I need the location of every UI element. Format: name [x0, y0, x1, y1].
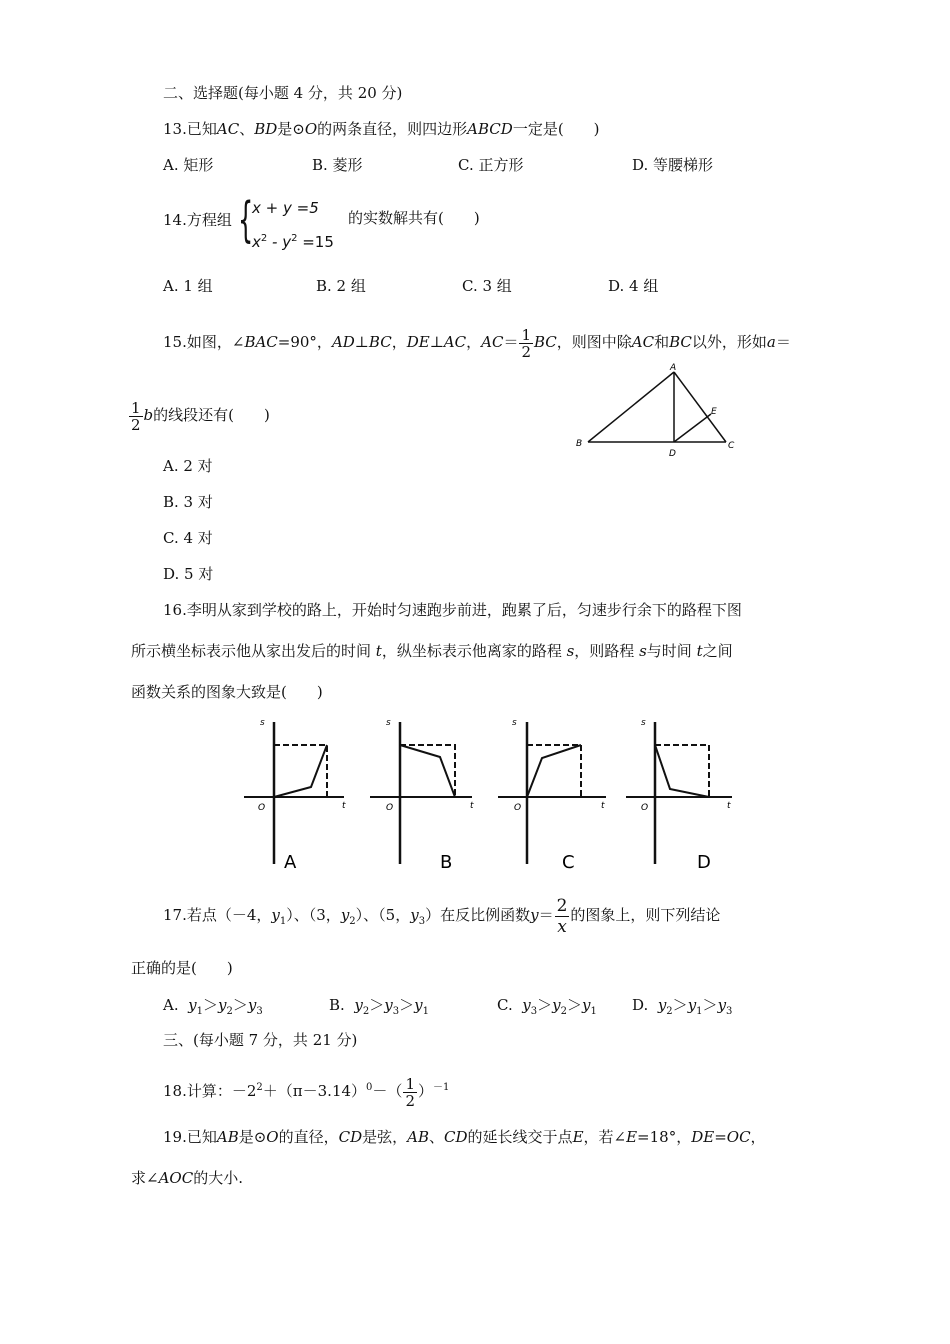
q19-comma: ，	[750, 1128, 766, 1146]
q15-frac-d: 2	[521, 342, 531, 361]
q17-od-s1: 2	[666, 1006, 673, 1017]
q17-oa-gt1: ＞	[203, 996, 219, 1014]
q15-eq2: ＝	[775, 333, 791, 351]
q17-opt-a-label: A.	[163, 996, 179, 1014]
q15-bac: BAC	[244, 333, 278, 351]
q14-brace: {	[238, 192, 254, 248]
graph-d-t: t	[727, 801, 731, 811]
q17-oa-y1: y	[188, 996, 197, 1014]
q15-comma1: ，	[391, 333, 407, 351]
q16-text-e: 之间	[702, 642, 733, 660]
q15-option-a: A. 2 对	[163, 457, 213, 475]
q17-sub3: 3	[418, 916, 426, 927]
q13-text-c: 的两条直径，则四边形	[317, 120, 468, 138]
q15-bc2: BC	[534, 333, 557, 351]
q13-number: 13.	[163, 120, 187, 138]
q17-oa-s1: 1	[196, 1006, 204, 1017]
label-e: E	[711, 407, 717, 417]
label-b: B	[576, 439, 583, 449]
q19-text-e: 的延长线交于点	[467, 1128, 573, 1146]
q15-ac2: AC	[481, 333, 504, 351]
q17-ob-y1: y	[354, 996, 363, 1014]
q17-y2: y	[340, 906, 350, 924]
q13-option-a: A. 矩形	[163, 156, 214, 174]
graph-c-s: s	[512, 718, 517, 728]
q17-ob-y3: y	[414, 996, 423, 1014]
q17-option-b	[329, 995, 429, 1022]
q18-text-c: －（	[372, 1082, 403, 1100]
q17-frac-n: 2	[556, 895, 568, 916]
question-15-line2	[128, 395, 270, 435]
q17-ob-s2: 3	[392, 1006, 400, 1017]
q16-s2: s	[639, 642, 647, 660]
q17-od-s3: 3	[726, 1006, 733, 1017]
label-c: C	[728, 441, 735, 451]
graph-a-label: A	[284, 852, 297, 873]
q18-frac-n: 1	[405, 1074, 415, 1093]
q14-eq2-sup2: 2	[291, 233, 298, 244]
graph-a-t: t	[342, 801, 346, 811]
section-title-choice: 二、选择题(每小题 4 分，共 20 分)	[163, 84, 403, 102]
q17-opt-c-label: C.	[497, 996, 513, 1014]
q14-option-b: B. 2 组	[316, 277, 366, 295]
q17-oa-s3: 3	[256, 1006, 263, 1017]
question-16-line3: 函数关系的图象大致是( )	[131, 683, 323, 701]
graph-d	[626, 718, 732, 873]
q14-option-d: D. 4 组	[608, 277, 659, 295]
q14-eq2-x: x	[252, 233, 261, 251]
q15-text-b: =90°，	[277, 333, 332, 351]
q13-sep: 、	[239, 120, 255, 138]
q15-perp1: ⊥	[354, 333, 369, 351]
q15-and: 和	[654, 333, 670, 351]
graph-c	[498, 718, 606, 873]
q18-supm1: －1	[433, 1082, 450, 1093]
q16-t1: t	[375, 642, 382, 660]
q17-oc-s2: 2	[560, 1006, 567, 1017]
q14-eq2-end: =15	[297, 233, 334, 251]
q14-number: 14.	[163, 211, 187, 229]
q17-oc-s3: 1	[590, 1006, 597, 1017]
q13-o: O	[304, 120, 318, 138]
q18-fraction	[403, 1076, 417, 1109]
q17-text-d: ）在反比例函数	[425, 906, 531, 924]
q17-od-s2: 1	[696, 1006, 703, 1017]
question-17-line1	[163, 893, 720, 944]
q17-text-e: 的图象上，则下列结论	[570, 906, 721, 924]
graph-a-s: s	[260, 718, 265, 728]
q18-frac-d: 2	[405, 1091, 415, 1110]
q15-eq: ＝	[503, 333, 519, 351]
q19-de: DE	[691, 1128, 715, 1146]
q14-option-a: A. 1 组	[163, 277, 213, 295]
graph-b-s: s	[386, 718, 391, 728]
q16-text-b: ，纵坐标表示他离家的路程	[381, 642, 567, 660]
q15-option-b: B. 3 对	[163, 493, 213, 511]
q14-eq2-sup1: 2	[260, 233, 268, 244]
q17-fraction	[555, 896, 570, 937]
q17-text-c: ）、（5，	[355, 906, 411, 924]
q13-bd: BD	[254, 120, 278, 138]
q18-text-b: ＋（π－3.14）	[262, 1082, 367, 1100]
q17-y3: y	[410, 906, 419, 924]
q18-text-a: 18.计算：－2	[163, 1082, 257, 1100]
graph-a	[244, 718, 346, 873]
q14-option-c: C. 3 组	[462, 277, 512, 295]
q14-text: 方程组	[186, 211, 232, 229]
q17-sub1: 1	[279, 916, 287, 927]
question-15-line1	[163, 322, 791, 362]
question-13	[163, 119, 600, 139]
q15-text-d: 以外，形如	[691, 333, 767, 351]
q15-a: a	[766, 333, 776, 351]
q15-text-a: 15.如图，∠	[163, 333, 245, 351]
q16-t2: t	[696, 642, 703, 660]
q17-y-func: y	[530, 906, 539, 924]
q17-y1: y	[271, 906, 280, 924]
question-17-line2: 正确的是( )	[131, 959, 233, 977]
graph-b-t: t	[470, 801, 474, 811]
graph-b-o: O	[386, 803, 394, 813]
q17-frac-d: x	[557, 916, 567, 937]
q19-eq: =	[714, 1128, 727, 1146]
q15-comma2: ，	[466, 333, 482, 351]
q19-cd1: CD	[338, 1128, 363, 1146]
q17-od-gt1: ＞	[672, 996, 688, 1014]
q17-option-c	[497, 995, 597, 1022]
q15-option-d: D. 5 对	[163, 565, 214, 583]
q17-od-y1: y	[657, 996, 667, 1014]
question-16-line1: 16.李明从家到学校的路上，开始时匀速跑步前进，跑累了后，匀速步行余下的路程下图	[163, 601, 742, 619]
q15-line2-text: 的线段还有( )	[153, 406, 270, 424]
q15-text-c: ，则图中除	[556, 333, 632, 351]
q13-text-b: 是⊙	[277, 120, 305, 138]
q19-ab2: AB	[407, 1128, 430, 1146]
q18-text-d: ）	[417, 1082, 433, 1100]
q19-oc: OC	[726, 1128, 751, 1146]
q17-oa-gt2: ＞	[232, 996, 248, 1014]
q17-oc-y1: y	[522, 996, 531, 1014]
label-a: A	[670, 363, 677, 373]
graph-b-label: B	[440, 852, 453, 873]
q17-od-y3: y	[717, 996, 727, 1014]
q14-eq2	[252, 229, 334, 252]
question-19-line1	[163, 1127, 766, 1147]
q14-eq1	[252, 198, 319, 218]
q17-od-y2: y	[687, 996, 697, 1014]
graph-b	[370, 718, 474, 873]
q15-ac1: AC	[443, 333, 467, 351]
q19-text-c: 的直径，	[278, 1128, 339, 1146]
q15-bc3: BC	[669, 333, 692, 351]
q17-oc-s1: 3	[530, 1006, 538, 1017]
q17-od-gt2: ＞	[702, 996, 718, 1014]
q19-text-g: =18°，	[637, 1128, 692, 1146]
q19-e2: E	[626, 1128, 638, 1146]
q17-ob-gt1: ＞	[369, 996, 385, 1014]
label-d: D	[669, 449, 676, 459]
q17-oc-y2: y	[552, 996, 561, 1014]
q14-eq2-y: - y	[267, 233, 292, 251]
q15-fraction-2	[129, 400, 143, 433]
q17-ob-gt2: ＞	[399, 996, 415, 1014]
q17-ob-y2: y	[384, 996, 393, 1014]
q17-oc-gt1: ＞	[537, 996, 553, 1014]
q19-text-d: 是弦，	[362, 1128, 408, 1146]
q17-oa-s2: 2	[226, 1006, 233, 1017]
q16-text-d: 与时间	[646, 642, 697, 660]
q13-ac: AC	[216, 120, 240, 138]
q14-eq1-text: x + y =5	[252, 199, 319, 217]
q17-opt-d-label: D.	[632, 996, 649, 1014]
graph-a-o: O	[258, 803, 266, 813]
graph-d-label: D	[697, 852, 711, 873]
q15-de: DE	[406, 333, 430, 351]
q19-text-a: 19.已知	[163, 1128, 217, 1146]
q15-option-c: C. 4 对	[163, 529, 213, 547]
graph-d-s: s	[641, 718, 646, 728]
segment-de	[674, 414, 711, 442]
q17-eq: ＝	[538, 906, 554, 924]
q15-b: b	[143, 406, 154, 424]
graph-d-o: O	[641, 803, 649, 813]
q13-text: 已知	[186, 120, 217, 138]
q15-frac-n: 1	[521, 325, 531, 344]
q17-text-b: ）、（3，	[286, 906, 341, 924]
q18-sup2: 2	[256, 1082, 263, 1093]
q19-sep: 、	[429, 1128, 445, 1146]
q15-bc1: BC	[368, 333, 392, 351]
q17-oc-gt2: ＞	[567, 996, 583, 1014]
q17-opt-b-label: B.	[329, 996, 345, 1014]
q15-fraction	[519, 327, 533, 360]
graph-c-label: C	[562, 852, 575, 873]
q19-line2-a: 求∠	[131, 1169, 159, 1187]
q19-e1: E	[572, 1128, 584, 1146]
q17-text-a: 17.若点（－4，	[163, 906, 272, 924]
q17-ob-s3: 1	[422, 1006, 429, 1017]
q15-perp2: ⊥	[429, 333, 444, 351]
q13-text-d: 一定是( )	[512, 120, 600, 138]
q17-oa-y2: y	[218, 996, 227, 1014]
q17-ob-s1: 2	[362, 1006, 370, 1017]
q19-text-f: ，若∠	[583, 1128, 627, 1146]
q15-frac2-n: 1	[131, 398, 141, 417]
section-title-solve: 三、(每小题 7 分，共 21 分)	[163, 1031, 358, 1049]
question-19-line2	[131, 1168, 243, 1188]
q17-sub2: 2	[349, 916, 356, 927]
q19-aoc: AOC	[158, 1169, 194, 1187]
q19-cd2: CD	[444, 1128, 468, 1146]
q19-o: O	[266, 1128, 279, 1146]
question-14-label	[163, 210, 232, 230]
q13-option-c: C. 正方形	[458, 156, 524, 174]
question-16-line2	[131, 641, 733, 661]
q16-s1: s	[566, 642, 575, 660]
graph-c-t: t	[601, 801, 605, 811]
q14-text-b: 的实数解共有( )	[348, 209, 480, 227]
q13-option-b: B. 菱形	[312, 156, 363, 174]
q16-text-a: 所示横坐标表示他从家出发后的时间	[131, 642, 376, 660]
q15-ac3: AC	[631, 333, 655, 351]
segment-ac	[674, 372, 726, 442]
q19-ab1: AB	[216, 1128, 239, 1146]
q17-oc-y3: y	[582, 996, 591, 1014]
q19-line2-b: 的大小.	[193, 1169, 243, 1187]
q15-ad: AD	[331, 333, 355, 351]
q17-option-a	[163, 995, 263, 1022]
q16-text-c: ，则路程	[574, 642, 640, 660]
triangle-figure	[570, 360, 750, 460]
q16-graphs	[236, 712, 746, 882]
question-18	[163, 1068, 449, 1111]
q17-oa-y3: y	[247, 996, 257, 1014]
q15-frac2-d: 2	[131, 415, 141, 434]
graph-c-o: O	[514, 803, 522, 813]
q17-option-d	[632, 995, 732, 1022]
q13-option-d: D. 等腰梯形	[632, 156, 714, 174]
q18-sup0: 0	[366, 1082, 373, 1093]
segment-ab	[588, 372, 674, 442]
q13-abcd: ABCD	[467, 120, 513, 138]
q19-text-b: 是⊙	[238, 1128, 267, 1146]
